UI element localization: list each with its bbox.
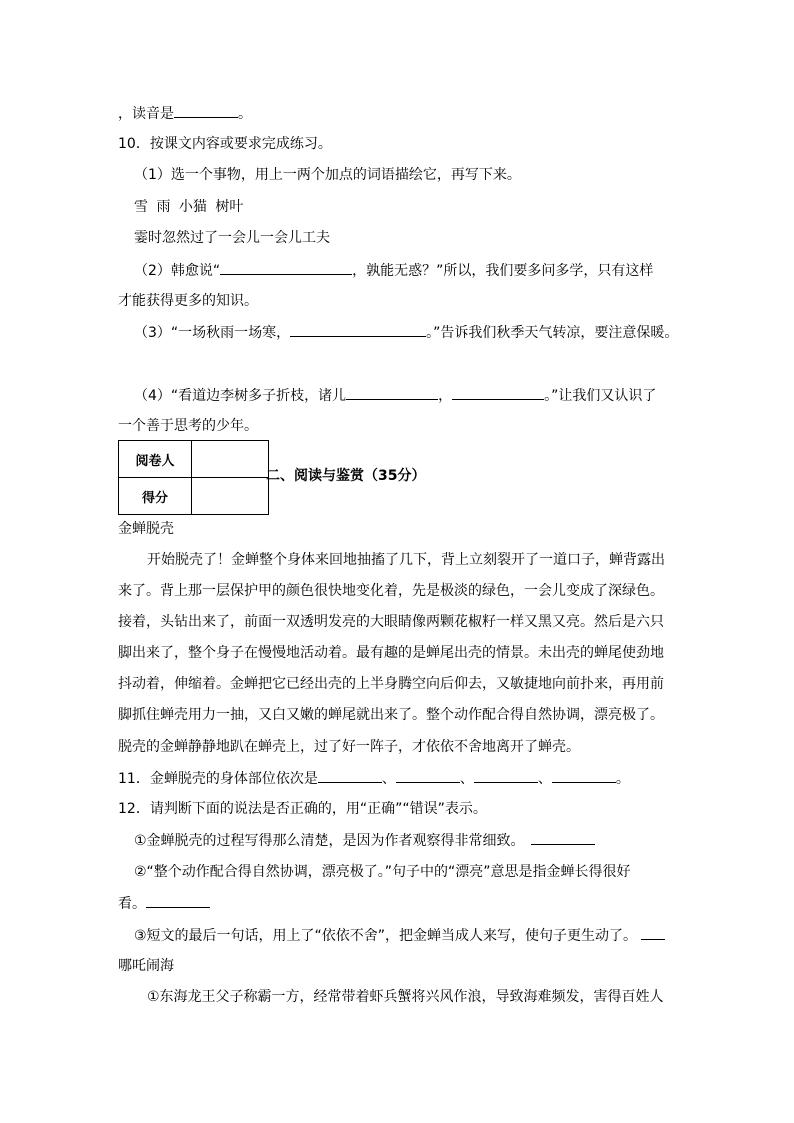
answer-blank[interactable]: [452, 385, 544, 400]
q10-part1: （1）选一个事物，用上一两个加点的词语描绘它，再写下来。: [134, 167, 521, 183]
answer-blank[interactable]: [531, 830, 595, 845]
q10-part2-a: （2）韩愈说“: [134, 263, 221, 279]
q12-s2-b: [118, 893, 210, 914]
answer-blank[interactable]: [318, 768, 382, 783]
q10-part3-a: （3）“一场秋雨一场寒，: [134, 325, 291, 341]
passage1-line: 接着，头钻出来了，前面一双透明发亮的大眼睛像两颗花椒籽一样又黑又亮。然后是六只: [118, 614, 664, 630]
q11-sep: 、: [537, 771, 552, 787]
reviewer-cell[interactable]: [192, 441, 269, 478]
q10-part3-b: 。”告诉我们秋季天气转凉，要注意保暖。: [426, 325, 679, 341]
passage1-line: 来了。背上那一层保护甲的颜色很快地变化着，先是极淡的绿色，一会儿变成了深绿色。: [118, 583, 664, 599]
q9-tail: [118, 103, 252, 124]
q10-part2: [134, 260, 653, 281]
q12-s1-text: ①金蝉脱壳的过程写得那么清楚，是因为作者观察得非常细致。: [134, 833, 525, 849]
passage2-title: 哪吒闹海: [118, 958, 174, 974]
q10-part4-a: （4）“看道边李树多子折枝，诸儿: [134, 388, 347, 404]
passage1-line: 脚出来了，整个身子在慢慢地活动着。最有趣的是蝉尾出壳的情景。未出壳的蝉尾使劲地: [118, 645, 664, 661]
passage2-line: ①东海龙王父子称霸一方，经常带着虾兵蟹将兴风作浪，导致海难频发，害得百姓人: [147, 989, 664, 1005]
passage1-line: 脱壳的金蝉静静地趴在蝉壳上，过了好一阵子，才依依不舍地离开了蝉壳。: [118, 739, 580, 755]
q12-s3: [134, 925, 665, 946]
q11-text: 11．金蝉脱壳的身体部位依次是: [118, 771, 318, 787]
q11: [118, 768, 630, 789]
q10-part4-b: ，: [438, 388, 453, 404]
q12-s1: [134, 830, 595, 851]
q11-sep: 、: [459, 771, 474, 787]
score-label: 得分: [119, 478, 192, 515]
answer-blank[interactable]: [174, 103, 238, 118]
q10-part4: [134, 385, 656, 406]
answer-blank[interactable]: [346, 385, 438, 400]
passage1-line: 开始脱壳了！金蝉整个身体来回地抽搐了几下，背上立刻裂开了一道口子，蝉背露出: [147, 552, 665, 568]
passage1-line: 脚抓住蝉壳用力一抽，又白又嫩的蝉尾就出来了。整个动作配合得自然协调，漂亮极了。: [118, 707, 664, 723]
q9-tail-suffix: 。: [238, 106, 252, 122]
answer-blank[interactable]: [641, 925, 665, 940]
passage1-title: 金蝉脱壳: [118, 521, 174, 537]
answer-blank[interactable]: [474, 768, 538, 783]
q10-options: 雪 雨 小猫 树叶: [134, 199, 244, 215]
score-box: [118, 440, 269, 515]
section-title: 二、阅读与鉴赏（35分）: [266, 468, 426, 484]
q10-part4-d: 一个善于思考的少年。: [118, 418, 258, 434]
q12-s2-b-text: 看。: [118, 896, 146, 912]
score-cell[interactable]: [192, 478, 269, 515]
q11-end: 。: [615, 771, 630, 787]
q10-part2-b: ，孰能无惑？”所以，我们要多问多学，只有这样: [352, 263, 654, 279]
answer-blank[interactable]: [290, 322, 426, 337]
q9-tail-prefix: ，读音是: [118, 106, 174, 122]
q10-title: 10．按课文内容或要求完成练习。: [118, 136, 332, 152]
q10-part2-c: 才能获得更多的知识。: [118, 293, 258, 309]
answer-blank[interactable]: [552, 768, 616, 783]
answer-blank[interactable]: [220, 260, 352, 275]
q11-sep: 、: [381, 771, 396, 787]
answer-blank[interactable]: [146, 893, 210, 908]
answer-blank[interactable]: [396, 768, 460, 783]
passage1-line: 抖动着，伸缩着。金蝉把它已经出壳的上半身腾空向后仰去，又敏捷地向前扑来，再用前: [118, 676, 664, 692]
q12-title: 12．请判断下面的说法是否正确的，用“正确”“错误”表示。: [118, 801, 487, 817]
reviewer-label: 阅卷人: [119, 441, 192, 478]
q10-part3: [134, 322, 678, 343]
q10-part4-c: 。”让我们又认识了: [544, 388, 657, 404]
q12-s3-text: ③短文的最后一句话，用上了“依依不舍”，把金蝉当成人来写，使句子更生动了。: [134, 928, 638, 944]
q10-words: 霎时忽然过了一会儿一会儿工夫: [134, 230, 330, 246]
q12-s2-a: ②“整个动作配合得自然协调，漂亮极了。”句子中的“漂亮”意思是指金蝉长得很好: [134, 864, 631, 880]
